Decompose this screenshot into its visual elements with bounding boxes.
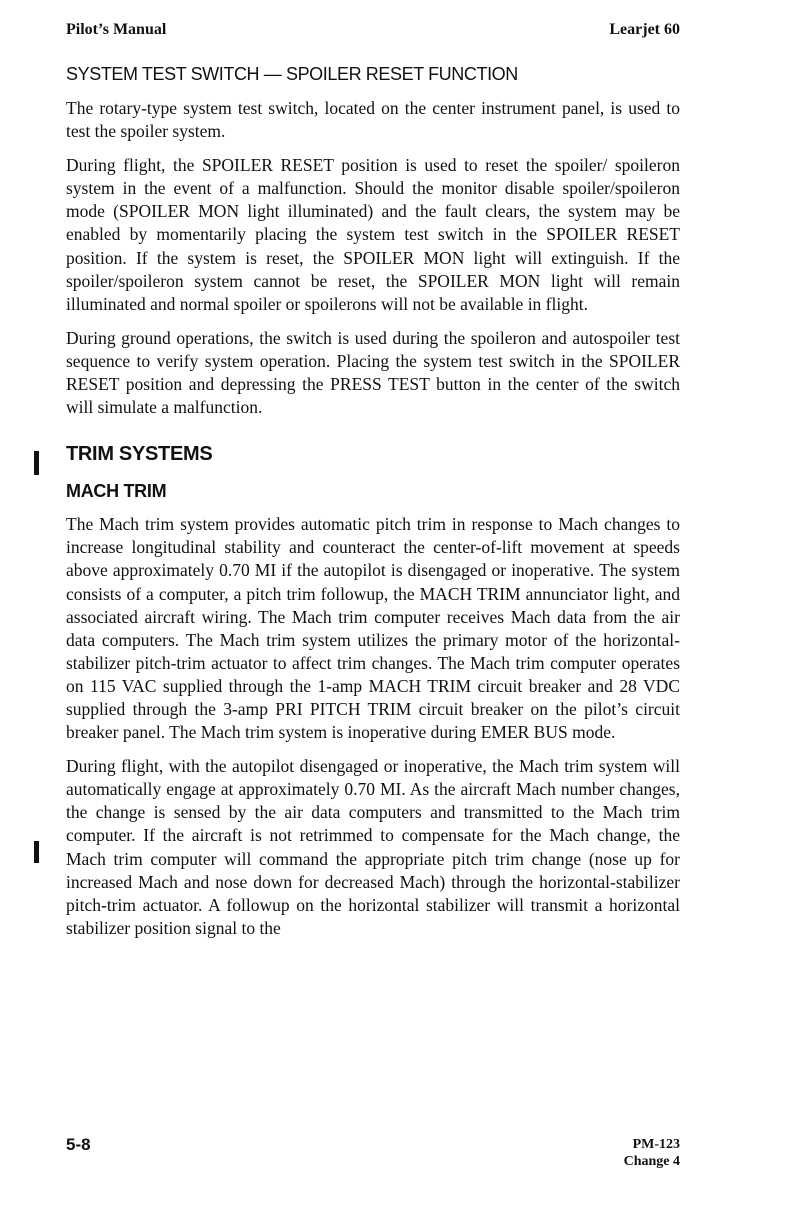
change-number: Change 4: [623, 1154, 680, 1169]
document-number: PM-123: [632, 1137, 680, 1152]
trim-systems-heading: TRIM SYSTEMS: [66, 443, 213, 466]
header-aircraft-model: Learjet 60: [609, 21, 680, 38]
change-bar-2: [34, 841, 39, 863]
mach-trim-heading: MACH TRIM: [66, 481, 167, 502]
page-number: 5-8: [66, 1135, 91, 1154]
system-test-paragraph: During ground operations, the switch is used during the spoileron and autospoiler test sequence to verify system operation. Placing the system test switch in the SPOILER RESET position and depressing the PRESS TEST button in the center of the switch will simulate a malfunction.: [66, 327, 680, 418]
header-manual-title: Pilot’s Manual: [66, 21, 167, 38]
footer-doc-info: [624, 1136, 680, 1170]
mach-trim-paragraph: The Mach trim system provides automatic pitch trim in response to Mach changes to increase longitudinal stability and counteract the center-of-lift movement at speeds above approximately 0.70 MI if the autopilot is disengaged or inoperative. The system consists of a computer, a pitch trim followup, the MACH TRIM annunciator light, and associated aircraft wiring. The Mach trim computer receives Mach data from the air data computers. The Mach trim system utilizes the primary motor of the horizontal-stabilizer pitch-trim actuator to affect trim changes. The Mach trim computer operates on 115 VAC supplied through the 1-amp MACH TRIM circuit breaker and 28 VDC supplied through the 3-amp PRI PITCH TRIM circuit breaker on the pilot’s circuit breaker panel. The Mach trim system is inoperative during EMER BUS mode.: [66, 514, 680, 743]
system-test-paragraph: During flight, the SPOILER RESET position is used to reset the spoiler/ spoileron system in the event of a malfunction. Should the monitor disable spoiler/spoileron mode (SPOILER MON light illuminated) and the fault clears, the system may be enabled by momentarily placing the system test switch in the SPOILER RESET position. If the system is reset, the SPOILER MON light will extinguish. If the spoiler/spoileron system cannot be reset, the SPOILER MON light will remain illuminated and normal spoiler or spoilerons will not be available in flight.: [66, 155, 680, 314]
system-test-heading: SYSTEM TEST SWITCH — SPOILER RESET FUNCTION: [66, 64, 518, 84]
change-bar-1: [34, 451, 39, 475]
mach-trim-paragraph: During flight, with the autopilot disengaged or inoperative, the Mach trim system will automatically engage at approximately 0.70 MI. As the aircraft Mach number changes, the change is sensed by the air data computers and transmitted to the Mach trim computer. If the aircraft is not retrimmed to compensate for the Mach change, the Mach trim computer will command the appropriate pitch trim change (nose up for increased Mach and nose down for decreased Mach) through the horizontal-stabilizer pitch-trim actuator. A followup on the horizontal stabilizer will transmit a horizontal stabilizer position signal to the: [66, 756, 680, 938]
page-content: [66, 62, 680, 951]
system-test-paragraph: The rotary-type system test switch, located on the center instrument panel, is used to test the spoiler system.: [66, 98, 680, 142]
